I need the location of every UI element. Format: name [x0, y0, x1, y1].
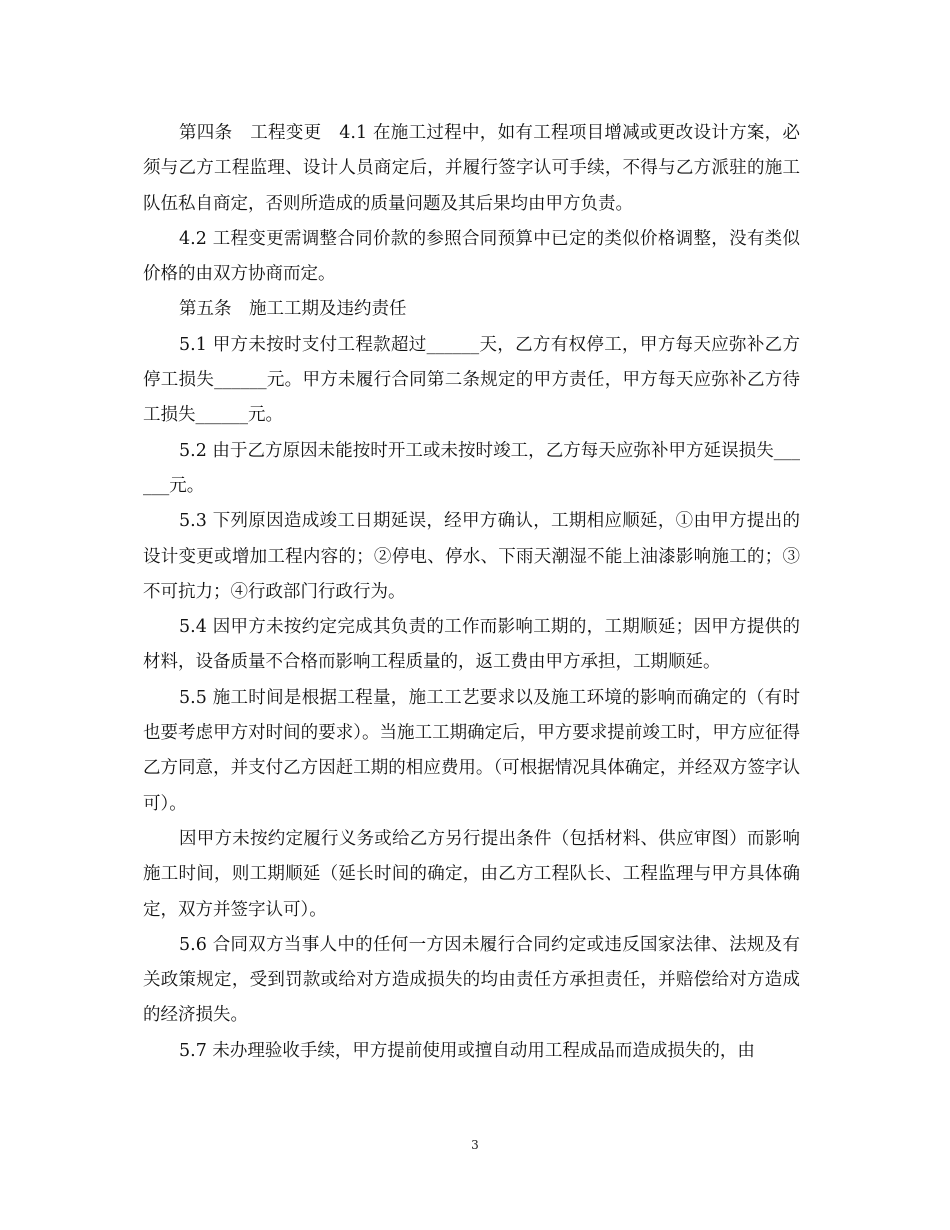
paragraph-clause-5-4: 5.4 因甲方未按约定完成其负责的工作而影响工期的，工期顺延；因甲方提供的材料，设备质量不合格而影响工程质量的，返工费由甲方承担，工期顺延。 — [143, 617, 800, 673]
paragraph-article-5-heading: 第五条 施工工期及违约责任 — [179, 299, 407, 320]
paragraph-clause-5-6: 5.6 合同双方当事人中的任何一方因未履行合同约定或违反国家法律、法规及有关政策规定，受到罚款或给对方造成损失的均由责任方承担责任，并赔偿给对方造成的经济损失。 — [143, 934, 800, 1026]
page-number: 3 — [471, 1138, 479, 1152]
paragraph-clause-5-2: 5.2 由于乙方原因未能按时开工或未按时竣工，乙方每天应弥补甲方延误损失______元。 — [143, 440, 800, 496]
paragraph-clause-5-3: 5.3 下列原因造成竣工日期延误，经甲方确认，工期相应顺延，①由甲方提出的设计变更或增加工程内容的；②停电、停水、下雨天潮湿不能上油漆影响施工的；③不可抗力；④行政部门行政行为。 — [143, 511, 800, 602]
paragraph-article-4-1: 第四条 工程变更 4.1 在施工过程中，如有工程项目增减或更改设计方案，必须与乙方工程监理、设计人员商定后，并履行签字认可手续，不得与乙方派驻的施工队伍私自商定，否则所造成的质量问题及其后果均由甲方负责。 — [143, 123, 800, 214]
paragraph-clause-5-7: 5.7 未办理验收手续，甲方提前使用或擅自动用工程成品而造成损失的，由 — [179, 1040, 755, 1061]
paragraph-clause-5-5: 5.5 施工时间是根据工程量，施工工艺要求以及施工环境的影响而确定的（有时也要考虑甲方对时间的要求）。当施工工期确定后，甲方要求提前竣工时，甲方应征得乙方同意，并支付乙方因赶工期的相应费用。（可根据情况具体确定，并经双方签字认可）。 — [143, 687, 800, 814]
paragraph-clause-4-2: 4.2 工程变更需调整合同价款的参照合同预算中已定的类似价格调整，没有类似价格的由双方协商而定。 — [143, 228, 800, 285]
document-body — [143, 116, 800, 1069]
paragraph-clause-5-1: 5.1 甲方未按时支付工程款超过______天，乙方有权停工，甲方每天应弥补乙方停工损失______元。甲方未履行合同第二条规定的甲方责任，甲方每天应弥补乙方待工损失______元。 — [143, 334, 800, 426]
paragraph-clause-5-5-continued: 因甲方未按约定履行义务或给乙方另行提出条件（包括材料、供应审图）而影响施工时间，则工期顺延（延长时间的确定，由乙方工程队长、工程监理与甲方具体确定，双方并签字认可）。 — [143, 828, 800, 920]
